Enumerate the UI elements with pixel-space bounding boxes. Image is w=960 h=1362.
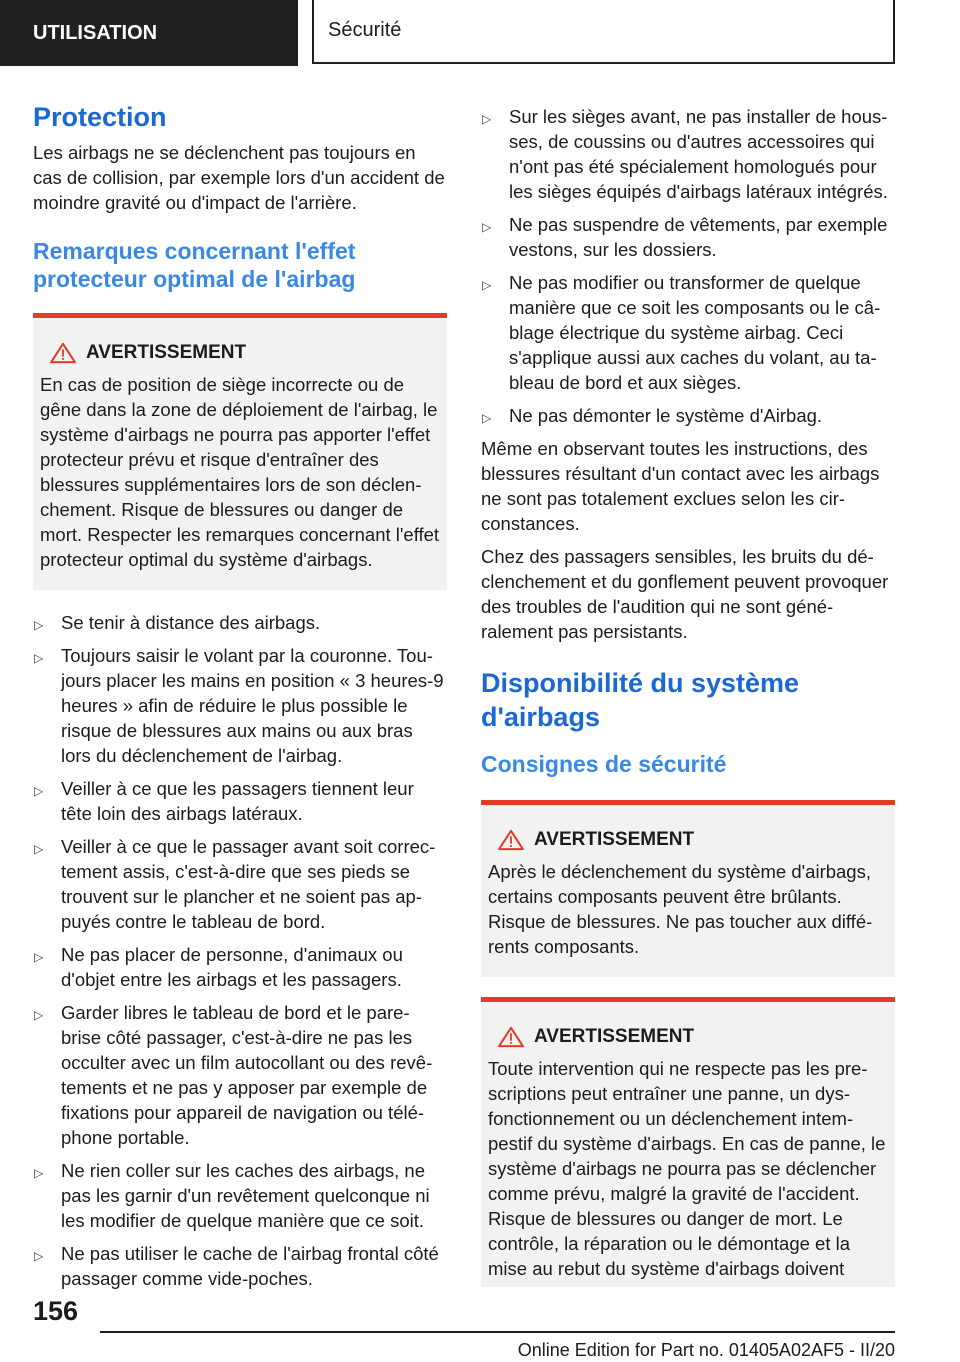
warning-box-1: [33, 313, 447, 590]
section-label: UTILISATION: [0, 0, 298, 66]
list-item: ▷ Ne pas modifier ou transformer de quelque manière que ce soit les composants ou le câblage électrique du système airbag. Ceci s'applique aussi aux caches du volant, au tableau de bord et aux sièges.: [482, 272, 881, 393]
list-item: ▷ Toujours saisir le volant par la couronne. Toujours placer les mains en position « 3 heures-9 heures » afin de réduire le plus possible le risque de blessures aux mains ou aux bras lors du déclenchement de l'airbag.: [34, 645, 444, 766]
chapter-label: Sécurité: [312, 0, 895, 64]
page-header: [0, 0, 960, 66]
safety-bullet-list-continued: [481, 104, 895, 428]
right-column: [481, 104, 895, 1307]
triangle-right-icon: ▷: [34, 784, 44, 798]
warning-box-3: [481, 997, 895, 1287]
page-number: 156: [33, 1296, 79, 1326]
warning-label: AVERTISSEMENT: [86, 342, 247, 363]
warning-triangle-icon: [496, 829, 526, 851]
triangle-right-icon: ▷: [482, 411, 492, 425]
triangle-right-icon: ▷: [34, 618, 44, 632]
list-item: ▷ Veiller à ce que les passagers tiennent leur tête loin des airbags latéraux.: [34, 778, 414, 824]
triangle-right-icon: ▷: [34, 1249, 44, 1263]
triangle-right-icon: ▷: [482, 278, 492, 292]
warning-header: [40, 340, 440, 366]
triangle-right-icon: ▷: [34, 1166, 44, 1180]
footer-divider: [100, 1331, 895, 1333]
paragraph-hearing: Chez des passagers sensibles, les bruits du déclenchement et du gonflement peuvent provoquer des troubles de l'audition qui ne sont généralement pas persistants.: [481, 546, 889, 642]
warning-label: AVERTISSEMENT: [534, 829, 695, 850]
list-item: ▷ Ne pas démonter le système d'Airbag.: [481, 403, 895, 428]
warning-triangle-icon: [48, 342, 78, 364]
list-item: ▷ Ne rien coller sur les caches des airbags, ne pas les garnir d'un revêtement quelconque ni les modifier de quelque manière que ce soit.: [34, 1160, 430, 1231]
warning-header: [488, 827, 888, 853]
subsection-title-safety-notes: Consignes de sécurité: [481, 751, 727, 777]
paragraph-residual-risk: Même en observant toutes les instructions, des blessures résultant d'un contact avec les airbags ne sont pas totalement exclues selon les circonstances.: [481, 438, 880, 534]
subsection-title-airbag-effect: Remarques concernant l'effet protecteur optimal de l'airbag: [33, 238, 356, 292]
edition-label: Online Edition for Part no. 01405A02AF5 - II/20: [517, 1340, 895, 1360]
list-item: ▷ Sur les sièges avant, ne pas installer de housses, de coussins ou d'autres accessoires qui n'ont pas été spécialement homologués pour les sièges équipés d'airbags latéraux intégrés.: [482, 106, 888, 202]
list-item: ▷ Se tenir à distance des airbags.: [33, 610, 447, 635]
triangle-right-icon: ▷: [482, 220, 492, 234]
intro-paragraph: Les airbags ne se déclenchent pas toujours en cas de collision, par exemple lors d'un accident de moindre gravité ou d'impact de l'arrière.: [33, 142, 445, 213]
warning-text: Après le déclenchement du système d'airbags, certains composants peuvent être brûlants. Risque de blessures. Ne pas toucher aux différents composants.: [488, 861, 873, 957]
list-item: ▷ Ne pas utiliser le cache de l'airbag frontal côté passager comme vide-poches.: [34, 1243, 439, 1289]
section-title-availability: Disponibilité du système d'airbags: [481, 668, 800, 732]
warning-label: AVERTISSEMENT: [534, 1026, 695, 1047]
triangle-right-icon: ▷: [34, 1008, 44, 1022]
triangle-right-icon: ▷: [34, 651, 44, 665]
left-column: [33, 100, 447, 1299]
list-item: ▷ Garder libres le tableau de bord et le pare-brise côté passager, c'est-à-dire ne pas les occulter avec un film autocollant ou des revêtements et ne pas y apposer par exemple de fixations pour appareil de navigation ou téléphone portable.: [34, 1002, 433, 1148]
triangle-right-icon: ▷: [34, 950, 44, 964]
section-title-protection: Protection: [33, 102, 167, 132]
list-item: ▷ Ne pas placer de personne, d'animaux ou d'objet entre les airbags et les passagers.: [34, 944, 403, 990]
list-item: ▷ Veiller à ce que le passager avant soit correctement assis, c'est-à-dire que ses pieds se trouvent sur le plancher et ne soient pas appuyés contre le tableau de bord.: [34, 836, 436, 932]
warning-box-2: [481, 800, 895, 977]
warning-header: [488, 1024, 888, 1050]
triangle-right-icon: ▷: [482, 112, 492, 126]
safety-bullet-list: [33, 610, 447, 1291]
warning-text: En cas de position de siège incorrecte ou de gêne dans la zone de déploiement de l'airbag, le système d'airbags ne pourra pas apporter l'effet protecteur prévu et risque d'entraîner des blessures supplémentaires lors de son déclenchement. Risque de blessures ou danger de mort. Respecter les remarques concernant l'effet protecteur optimal du système d'airbags.: [40, 374, 440, 570]
list-item: ▷ Ne pas suspendre de vêtements, par exemple vestons, sur les dossiers.: [482, 214, 888, 260]
triangle-right-icon: ▷: [34, 842, 44, 856]
warning-triangle-icon: [496, 1026, 526, 1048]
warning-text: Toute intervention qui ne respecte pas les prescriptions peut entraîner une panne, un dysfonctionnement ou un déclenchement intempestif du système d'airbags. En cas de panne, le système d'airbags ne pourra pas se déclencher comme prévu, malgré la gravité de l'accident. Risque de blessures ou danger de mort. Le contrôle, la réparation ou le démontage et la mise au rebut du système d'airbags doivent: [488, 1058, 886, 1279]
